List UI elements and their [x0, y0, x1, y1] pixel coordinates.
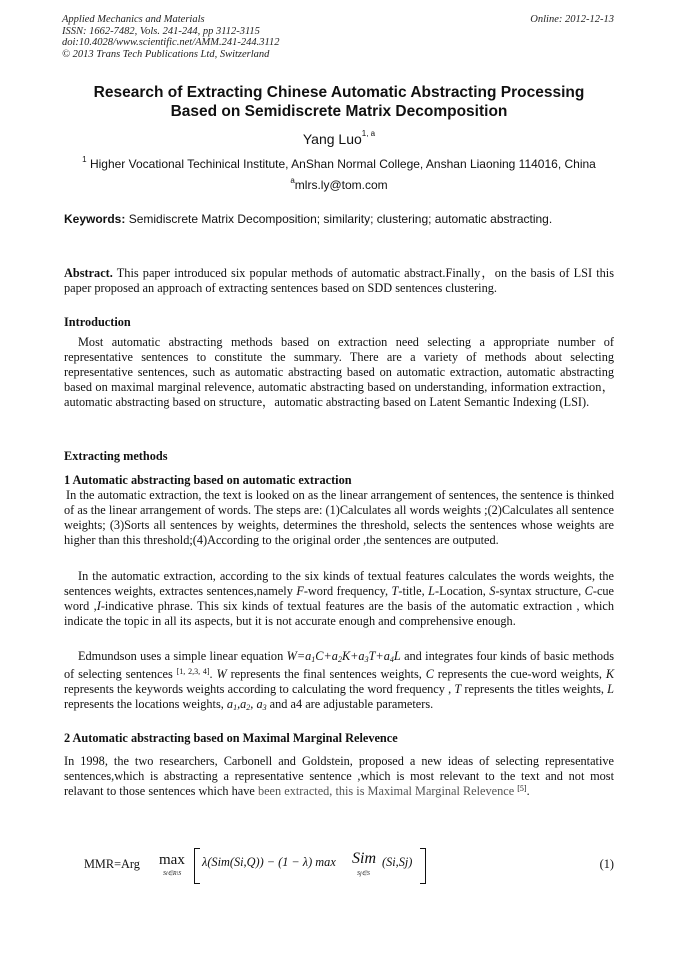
p3-text: represents the locations weights,: [64, 697, 227, 711]
equation-max-subscript: Si∈R\S: [163, 871, 182, 877]
p3-text: .: [209, 667, 217, 681]
subsection-1-paragraph-2: [64, 569, 614, 629]
abstract-text: This paper introduced six popular methods of automatic abstract.Finally，on the basis of LSI this paper proposed an approach of extracting sentences based on SDD sentences clustering.: [64, 266, 614, 295]
copyright-line: © 2013 Trans Tech Publications Ltd, Switzerland: [62, 48, 270, 60]
p3-text: represents the cue-word weights,: [433, 667, 606, 681]
p2-var-i: I: [96, 599, 101, 613]
p2-var-s: S: [489, 584, 496, 598]
journal-header: [62, 14, 279, 60]
equation-sim: Sim: [352, 850, 376, 867]
subsection-2-heading: 2 Automatic abstracting based on Maximal Marginal Relevence: [64, 731, 398, 745]
s2-gray-text: been extracted, this is Maximal Marginal Relevence: [257, 784, 518, 798]
p3-text: Edmundson uses a simple linear equation: [78, 649, 287, 663]
p2-text: -Location,: [434, 584, 490, 598]
keywords: [64, 212, 552, 226]
p3-var-t: T: [454, 682, 462, 696]
p3-var-l: L: [607, 682, 614, 696]
subsection-1-paragraph-1: In the automatic extraction, the text is looked on as the linear arrangement of sentences, the sentence is thinked of as the linear arrangement of words. The steps are: (1)Calculates all words weights ;(2)Calculates all sentence weights; (3)Sorts all sentences by weights, determines the threshold, selects the sentences whose weights are higher than this threshold;(4)According to the original order ,the sentences are outputed.: [64, 488, 614, 547]
journal-name: Applied Mechanics and Materials: [62, 14, 205, 25]
title-line-2: Based on Semidiscrete Matrix Decomposition: [170, 103, 508, 120]
p3-var-a1-a2: $a_1,a_2$,: [226, 697, 254, 712]
p2-text: -title,: [398, 584, 429, 598]
intro-heading: Introduction: [64, 315, 131, 329]
email-superscript: a: [290, 176, 295, 185]
title-line-1: Research of Extracting Chinese Automatic Abstracting Processing: [93, 84, 585, 101]
abstract-label: Abstract.: [64, 266, 113, 280]
abstract: [64, 266, 614, 296]
equation-body: λ(Sim(Si,Q)) − (1 − λ) max: [202, 855, 336, 869]
left-bracket: [194, 848, 200, 884]
p3-text: represents the final sentences weights,: [226, 667, 426, 681]
p3-var-a3: $a_3$: [256, 697, 267, 712]
p3-var-k: K: [605, 667, 615, 681]
p2-var-c: C: [584, 584, 593, 598]
equation-number: (1): [599, 857, 614, 871]
paper-title: [40, 83, 638, 121]
s2-text: .: [526, 784, 530, 798]
equation-max: max: [159, 852, 185, 868]
p2-text: -syntax structure,: [495, 584, 585, 598]
doi-line[interactable]: doi:10.4028/www.scientific.net/AMM.241-244.3112: [62, 37, 280, 48]
p2-text: -cue word ,: [64, 584, 615, 613]
mmr-equation: [84, 848, 614, 884]
linear-equation: $W=a_1C+a_2K+a_3T+a_4L$: [286, 649, 401, 664]
p3-text: represents the keywords weights according to calculating the word frequency ,: [64, 682, 455, 696]
citation-ref[interactable]: [5]: [517, 784, 527, 793]
author: [0, 131, 678, 147]
p2-text: -indicative phrase. This six kinds of textual features are the basis of the automatic extraction , which indicate the topic in all its aspects, but it is not accurate enough and comprehensive enough.: [64, 599, 614, 628]
keywords-label: Keywords:: [64, 212, 126, 226]
affiliation-text: Higher Vocational Techinical Institute, AnShan Normal College, Anshan Liaoning 114016, China: [86, 157, 596, 171]
equation-lhs: MMR=Arg: [84, 857, 140, 871]
citation-ref[interactable]: [1, 2,3, 4]: [176, 667, 210, 676]
p2-text: In the automatic extraction, according to the six kinds of textual features calculates the words weights, the sentences weights, extractes sentences,namely: [64, 569, 614, 598]
s2-text: In 1998, the two researchers, Carbonell and Goldstein, proposed a new ideas of selecting representative sentences,which is abstracting a representative sentence ,which is most relevant to the text and not most relavant to those sentences which have: [64, 754, 614, 798]
online-date: Online: 2012-12-13: [530, 14, 614, 25]
p2-var-l: L: [428, 584, 435, 598]
p2-var-f: F: [296, 584, 304, 598]
p2-text: -word frequency,: [303, 584, 392, 598]
right-bracket: [420, 848, 426, 884]
p3-var-c: C: [425, 667, 434, 681]
subsection-1-paragraph-3: [64, 649, 614, 715]
email-address[interactable]: mlrs.ly@tom.com: [294, 178, 388, 192]
subsection-1-heading: 1 Automatic abstracting based on automatic extraction: [64, 473, 352, 487]
equation-tail: (Si,Sj): [382, 855, 413, 869]
affiliation: [0, 157, 678, 171]
methods-heading: Extracting methods: [64, 449, 168, 463]
p3-text: and integrates four kinds of basic methods of selecting sentences: [64, 649, 614, 681]
intro-paragraph: Most automatic abstracting methods based on extraction need selecting a appropriate number of representative sentences to constitute the summary. There are a variety of methods about selecting representative sentences, such as automatic abstracting based on automatic extraction, automatic abstracting based on maximal marginal relevence, automatic abstracting based on understanding, information extraction，automatic abstracting based on structure，automatic abstracting based on Latent Semantic Indexing (LSI).: [64, 335, 614, 409]
keywords-text: Semidiscrete Matrix Decomposition; similarity; clustering; automatic abstracting.: [125, 212, 553, 226]
affiliation-superscript: 1: [82, 155, 87, 164]
p3-var-w: W: [216, 667, 227, 681]
subsection-2-paragraph: [64, 754, 614, 799]
issn-line: ISSN: 1662-7482, Vols. 241-244, pp 3112-3115: [62, 25, 260, 37]
author-superscript: 1, a: [361, 129, 376, 138]
author-name: Yang Luo: [302, 131, 362, 147]
email: [0, 178, 678, 192]
equation-sim-subscript: Sj∈S: [357, 871, 370, 877]
p2-var-t: T: [391, 584, 399, 598]
p3-text: and a4 are adjustable parameters.: [266, 697, 434, 711]
p3-text: represents the titles weights,: [461, 682, 608, 696]
